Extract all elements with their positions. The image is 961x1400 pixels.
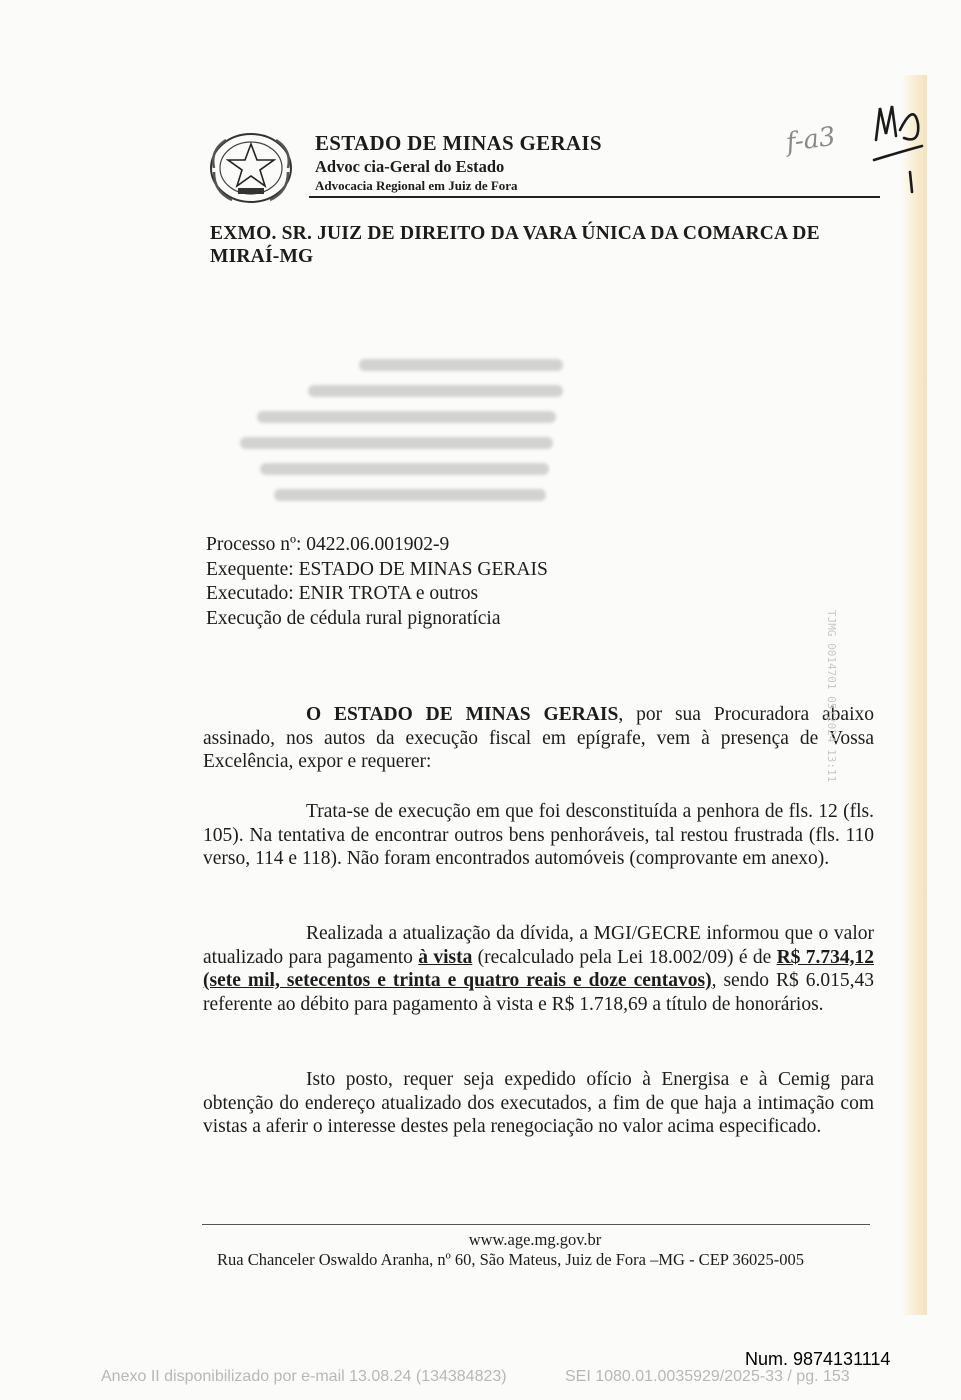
paragraph-debt xyxy=(203,922,874,1016)
header-agency-name: Advoc cia-Geral do Estado xyxy=(315,157,505,176)
paragraph-facts-text: Trata-se de execução em que foi desconstituída a penhora de fls. 12 (fls. 105). Na tentativa de encontrar outros bens penhoráveis, tal restou frustrada (fls. 110 verso, 114 e 118). Não foram encontrados automóveis (comprovante em anexo). xyxy=(203,801,874,869)
attachment-note: Anexo II disponibilizado por e-mail 13.08.24 (134384823) xyxy=(101,1368,507,1385)
case-defendant: Executado: ENIR TROTA e outros xyxy=(206,583,479,604)
court-receipt-stamp: TJMG 0014701 05/2024 13:11 xyxy=(825,610,838,783)
paragraph-request xyxy=(203,1068,874,1139)
debt-text-c: (recalculado pela Lei 18.002/09) é de xyxy=(472,946,777,968)
header-state-name: ESTADO DE MINAS GERAIS xyxy=(315,131,602,155)
sei-page-reference: SEI 1080.01.0035929/2025-33 / pg. 153 xyxy=(565,1368,850,1385)
header-divider xyxy=(309,196,880,198)
debt-cash-label: à vista xyxy=(418,946,473,968)
paragraph-facts xyxy=(203,800,874,871)
faded-stamp xyxy=(240,345,580,560)
coat-of-arms-seal-icon xyxy=(208,132,294,204)
debt-text-e: , sendo R$ 6.015,43 referente ao débito para pagamento à vista e R$ 1.718,69 a título de honorários. xyxy=(203,970,874,1015)
header-office-name: Advocacia Regional em Juiz de Fora xyxy=(315,178,518,193)
paragraph-intro xyxy=(203,703,874,774)
party-name: O ESTADO DE MINAS GERAIS xyxy=(306,704,619,725)
document-number: Num. 9874131114 xyxy=(745,1349,891,1369)
handwritten-initials xyxy=(870,100,926,195)
case-plaintiff: Exequente: ESTADO DE MINAS GERAIS xyxy=(206,558,548,580)
paragraph-request-text: Isto posto, requer seja expedido ofício à Energisa e à Cemig para obtenção do endereço atualizado dos executados, a fim de que haja a intimação com vistas a aferir o interesse destes pela renegociação no valor acima especificado. xyxy=(203,1069,874,1137)
footer-divider xyxy=(202,1224,870,1225)
case-number: Processo nº: 0422.06.001902-9 xyxy=(206,534,450,555)
handwritten-annotation: f-a3 xyxy=(784,121,838,159)
footer-website: www.age.mg.gov.br xyxy=(468,1230,602,1249)
paragraph-intro-text: , por sua Procuradora abaixo assinado, nos autos da execução fiscal em epígrafe, vem à presença de Vossa Excelência, expor e requerer: xyxy=(203,704,874,772)
footer-address: Rua Chanceler Oswaldo Aranha, nº 60, São Mateus, Juiz de Fora –MG - CEP 36025-005 xyxy=(217,1250,804,1269)
case-info xyxy=(206,533,548,631)
case-type: Execução de cédula rural pignoratícia xyxy=(206,607,501,629)
addressee: EXMO. SR. JUIZ DE DIREITO DA VARA ÚNICA DA COMARCA DE MIRAÍ-MG xyxy=(210,223,820,267)
debt-amount: R$ 7.734,12 (sete mil, setecentos e trinta e quatro reais e doze centavos) xyxy=(203,946,874,991)
debt-text-a: Realizada a atualização da dívida, a MGI/GECRE informou que o valor atualizado para pagamento xyxy=(203,923,874,968)
paper-edge xyxy=(903,75,927,1315)
